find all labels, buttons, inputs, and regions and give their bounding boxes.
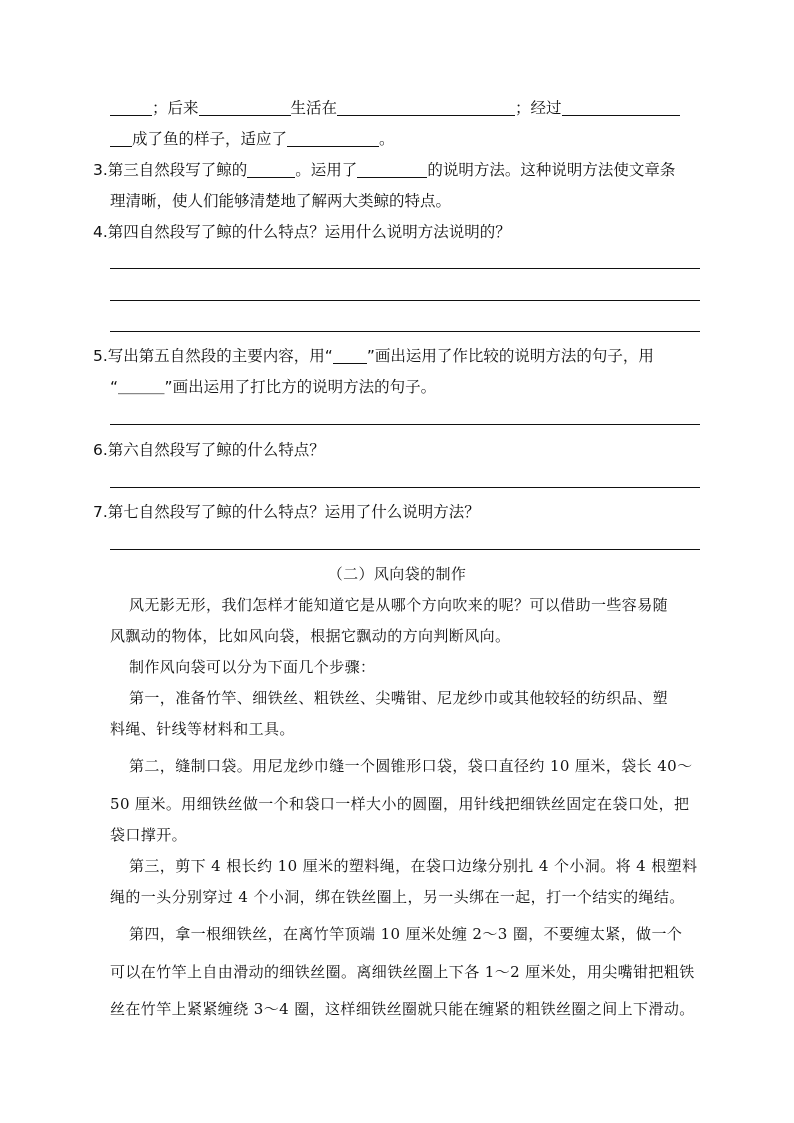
paragraph-line: 制作风向袋可以分为下面几个步骤： — [129, 658, 376, 676]
paragraph-line: 可以在竹竿上自由滑动的细铁丝圈。离细铁丝圈上下各 1～2 厘米处，用尖嘴钳把粗铁 — [110, 963, 695, 981]
paragraph-line: 料绳、针线等材料和工具。 — [110, 720, 295, 738]
paragraph-line: 第三，剪下 4 根长约 10 厘米的塑料绳，在袋口边缘分别扎 4 个小洞。将 4 根塑料 — [129, 857, 698, 875]
paragraph-line: 丝在竹竿上紧紧缠绕 3～4 圈，这样细铁丝圈就只能在缠紧的粗铁丝圈之间上下滑动。 — [110, 1000, 695, 1018]
q2-line-1: ；后来 生活在 ；经过 — [110, 97, 680, 119]
paragraph-line: 第一，准备竹竿、细铁丝、粗铁丝、尖嘴钳、尼龙纱巾或其他较轻的纺织品、塑 — [129, 689, 669, 707]
answer-blank[interactable] — [199, 97, 291, 116]
q5-line-1: 5.写出第五自然段的主要内容，用“ ”画出运用了作比较的说明方法的句子，用 — [93, 347, 654, 365]
q4-question: 4.第四自然段写了鲸的什么特点？运用什么说明方法说明的？ — [93, 223, 511, 241]
answer-blank[interactable] — [247, 159, 295, 178]
answer-blank[interactable] — [357, 159, 427, 178]
answer-line[interactable] — [110, 300, 700, 301]
paragraph-line: 袋口撑开。 — [110, 826, 188, 844]
answer-blank[interactable] — [110, 128, 132, 147]
underline-sample-solid — [333, 351, 367, 364]
q5-line-2: “＿＿＿”画出运用了打比方的说明方法的句子。 — [110, 378, 437, 396]
answer-blank[interactable] — [110, 97, 152, 116]
q3-line-1: 3.第三自然段写了鲸的 。运用了 的说明方法。这种说明方法使文章条 — [93, 161, 676, 179]
q7-question: 7.第七自然段写了鲸的什么特点？运用了什么说明方法？ — [93, 503, 480, 521]
paragraph-line: 风无影无形，我们怎样才能知道它是从哪个方向吹来的呢？可以借助一些容易随 — [129, 596, 669, 614]
answer-blank[interactable] — [337, 97, 515, 116]
paragraph-line: 风飘动的物体，比如风向袋，根据它飘动的方向判断风向。 — [110, 627, 511, 645]
answer-blank[interactable] — [562, 97, 680, 116]
paragraph-line: 第二，缝制口袋。用尼龙纱巾缝一个圆锥形口袋，袋口直径约 10 厘米，袋长 40～ — [129, 757, 693, 775]
answer-line[interactable] — [110, 268, 700, 269]
paragraph-line: 50 厘米。用细铁丝做一个和袋口一样大小的圆圈，用针线把细铁丝固定在袋口处，把 — [110, 795, 690, 813]
paragraph-line: 绳的一头分别穿过 4 个小洞，绑在铁丝圈上，另一头绑在一起，打一个结实的绳结。 — [110, 888, 685, 906]
paragraph-line: 第四，拿一根细铁丝，在离竹竿顶端 10 厘米处缠 2～3 圈，不要缠太紧，做一个 — [129, 925, 683, 943]
q6-question: 6.第六自然段写了鲸的什么特点？ — [93, 441, 325, 459]
answer-blank[interactable] — [287, 128, 379, 147]
section-title: （二）风向袋的制作 — [327, 565, 467, 583]
answer-line[interactable] — [110, 487, 700, 488]
answer-line[interactable] — [110, 549, 700, 550]
q3-line-2: 理清晰，使人们能够清楚地了解两大类鲸的特点。 — [110, 192, 452, 210]
answer-line[interactable] — [110, 331, 700, 332]
underline-sample-dashed: ＿＿＿ — [118, 378, 165, 396]
answer-line[interactable] — [110, 424, 700, 425]
q2-line-2: 成了鱼的样子，适应了 。 — [110, 128, 395, 150]
